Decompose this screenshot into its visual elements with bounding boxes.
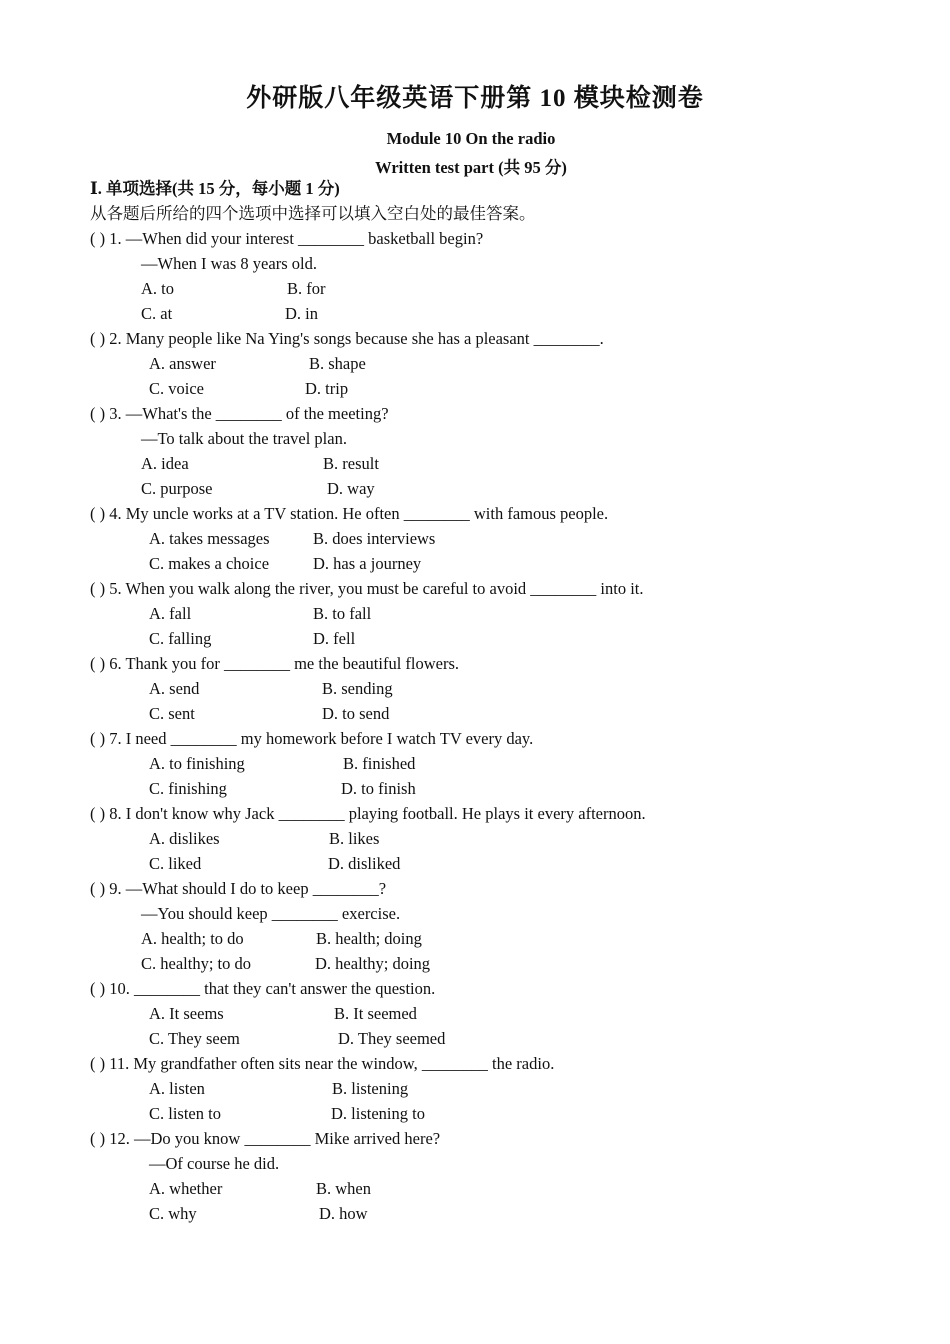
module-heading: Module 10 On the radio: [386, 129, 556, 148]
option-a: A. health; to do: [141, 929, 244, 948]
section-heading: Ⅰ. 单项选择(共 15 分，每小题 1 分): [90, 179, 340, 198]
option-c: C. makes a choice: [149, 554, 270, 573]
question-stem: ( ) 1. —When did your interest ________ basketball begin?: [90, 229, 484, 248]
option-c: C. listen to: [149, 1104, 221, 1123]
question-stem: ( ) 2. Many people like Na Ying's songs because she has a pleasant ________.: [90, 329, 604, 348]
option-a: A. idea: [141, 454, 189, 473]
option-a: A. fall: [149, 604, 192, 623]
option-c: C. at: [141, 304, 173, 323]
question-stem: ( ) 7. I need ________ my homework before I watch TV every day.: [90, 729, 534, 748]
option-c: C. purpose: [141, 479, 213, 498]
option-d: D. to send: [322, 704, 390, 723]
option-d: D. They seemed: [338, 1029, 446, 1048]
option-d: D. disliked: [328, 854, 401, 873]
question-reply: —You should keep ________ exercise.: [141, 904, 401, 923]
option-b: B. when: [316, 1179, 371, 1198]
option-b: B. sending: [322, 679, 393, 698]
option-a: A. to finishing: [149, 754, 245, 773]
option-a: A. takes messages: [149, 529, 270, 548]
option-d: D. healthy; doing: [315, 954, 431, 973]
option-b: B. result: [323, 454, 379, 473]
section-instruction: 从各题后所给的四个选项中选择可以填入空白处的最佳答案。: [90, 204, 536, 223]
question-stem: ( ) 12. —Do you know ________ Mike arrived here?: [90, 1129, 441, 1148]
part-heading: Written test part (共 95 分): [375, 158, 567, 177]
option-c: C. finishing: [149, 779, 227, 798]
option-b: B. shape: [309, 354, 366, 373]
question-stem: ( ) 4. My uncle works at a TV station. He often ________ with famous people.: [90, 504, 609, 523]
option-b: B. likes: [329, 829, 380, 848]
option-d: D. in: [285, 304, 318, 323]
option-b: B. It seemed: [334, 1004, 417, 1023]
option-b: B. finished: [343, 754, 416, 773]
option-c: C. voice: [149, 379, 204, 398]
option-c: C. why: [149, 1204, 197, 1223]
option-c: C. sent: [149, 704, 195, 723]
option-a: A. whether: [149, 1179, 223, 1198]
page-title: 外研版八年级英语下册第 10 模块检测卷: [246, 85, 704, 112]
question-stem: ( ) 9. —What should I do to keep ________?: [90, 879, 387, 898]
option-d: D. how: [319, 1204, 368, 1223]
question-stem: ( ) 5. When you walk along the river, you must be careful to avoid ________ into it.: [90, 579, 644, 598]
question-reply: —To talk about the travel plan.: [141, 429, 347, 448]
option-a: A. to: [141, 279, 174, 298]
option-d: D. way: [327, 479, 375, 498]
question-stem: ( ) 6. Thank you for ________ me the beautiful flowers.: [90, 654, 460, 673]
option-c: C. healthy; to do: [141, 954, 251, 973]
option-b: B. does interviews: [313, 529, 436, 548]
question-reply: —Of course he did.: [149, 1154, 280, 1173]
option-c: C. falling: [149, 629, 212, 648]
option-b: B. to fall: [313, 604, 372, 623]
option-d: D. fell: [313, 629, 356, 648]
option-b: B. listening: [332, 1079, 409, 1098]
question-stem: ( ) 3. —What's the ________ of the meeting?: [90, 404, 389, 423]
option-a: A. dislikes: [149, 829, 220, 848]
option-c: C. They seem: [149, 1029, 240, 1048]
option-a: A. send: [149, 679, 200, 698]
question-stem: ( ) 11. My grandfather often sits near the window, ________ the radio.: [90, 1054, 555, 1073]
option-b: B. health; doing: [316, 929, 422, 948]
question-reply: —When I was 8 years old.: [141, 254, 317, 273]
option-a: A. It seems: [149, 1004, 224, 1023]
option-d: D. has a journey: [313, 554, 422, 573]
option-d: D. trip: [305, 379, 349, 398]
question-stem: ( ) 10. ________ that they can't answer the question.: [90, 979, 436, 998]
option-a: A. answer: [149, 354, 216, 373]
option-d: D. listening to: [331, 1104, 425, 1123]
option-a: A. listen: [149, 1079, 205, 1098]
question-stem: ( ) 8. I don't know why Jack ________ playing football. He plays it every afternoon.: [90, 804, 646, 823]
option-d: D. to finish: [341, 779, 416, 798]
option-c: C. liked: [149, 854, 202, 873]
option-b: B. for: [287, 279, 326, 298]
